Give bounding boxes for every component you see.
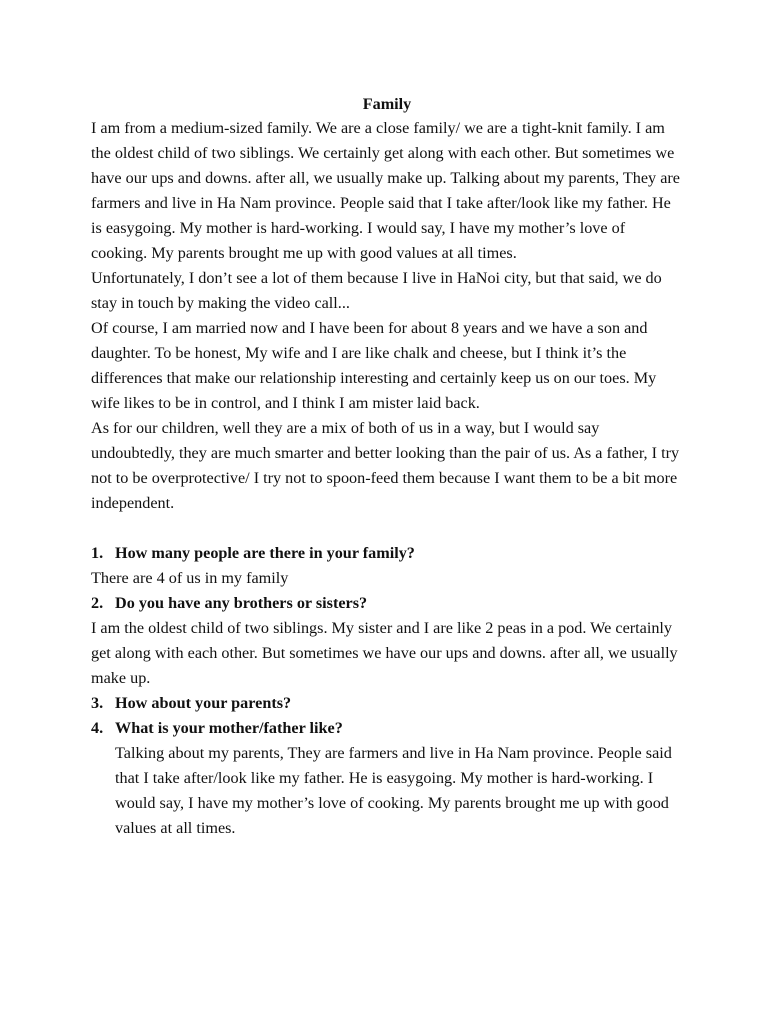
- document-title: Family: [362, 95, 412, 113]
- section-gap: [91, 516, 683, 541]
- question-item: [91, 541, 683, 566]
- question-number: 1.: [91, 544, 104, 562]
- paragraph-children: As for our children, well they are a mix of both of us in a way, but I would say undoubtedly, they are much smarter and better looking than the pair of us. As a father, I try not to be overprotective/ I try not to spoon-feed them because I want them to be a bit more independent.: [91, 419, 680, 512]
- question-list: [91, 541, 683, 841]
- answer-text: Talking about my parents, They are farmers and live in Ha Nam province. People said that I take after/look like my father. He is easygoing. My mother is hard-working. I would say, I have my mother’s love of cooking. My parents brought me up with good values at all times.: [115, 744, 672, 837]
- question-text: What is your mother/father like?: [115, 719, 343, 737]
- document-page: [91, 92, 683, 841]
- question-text: How many people are there in your family?: [115, 544, 415, 562]
- paragraph-intro: I am from a medium-sized family. We are a close family/ we are a tight-knit family. I am the oldest child of two siblings. We certainly get along with each other. But sometimes we have our ups and downs. after all, we usually make up. Talking about my parents, They are farmers and live in Ha Nam province. People said that I take after/look like my father. He is easygoing. My mother is hard-working. I would say, I have my mother’s love of cooking. My parents brought me up with good values at all times.: [91, 119, 680, 262]
- answer-text: There are 4 of us in my family: [91, 569, 289, 587]
- question-number: 4.: [91, 719, 104, 737]
- question-number: 3.: [91, 694, 104, 712]
- question-item: [91, 716, 683, 741]
- question-text: How about your parents?: [115, 694, 292, 712]
- question-text: Do you have any brothers or sisters?: [115, 594, 368, 612]
- paragraph-marriage: Of course, I am married now and I have been for about 8 years and we have a son and daughter. To be honest, My wife and I are like chalk and cheese, but I think it’s the differences that make our relationship interesting and certainly keep us on our toes. My wife likes to be in control, and I think I am mister laid back.: [91, 319, 657, 412]
- question-number: 2.: [91, 594, 104, 612]
- paragraph-stay-in-touch: Unfortunately, I don’t see a lot of them because I live in HaNoi city, but that said, we do stay in touch by making the video call...: [91, 269, 662, 312]
- question-item: [91, 591, 683, 616]
- answer-text: I am the oldest child of two siblings. My sister and I are like 2 peas in a pod. We certainly get along with each other. But sometimes we have our ups and downs. after all, we usually make up.: [91, 619, 678, 687]
- question-item: [91, 691, 683, 716]
